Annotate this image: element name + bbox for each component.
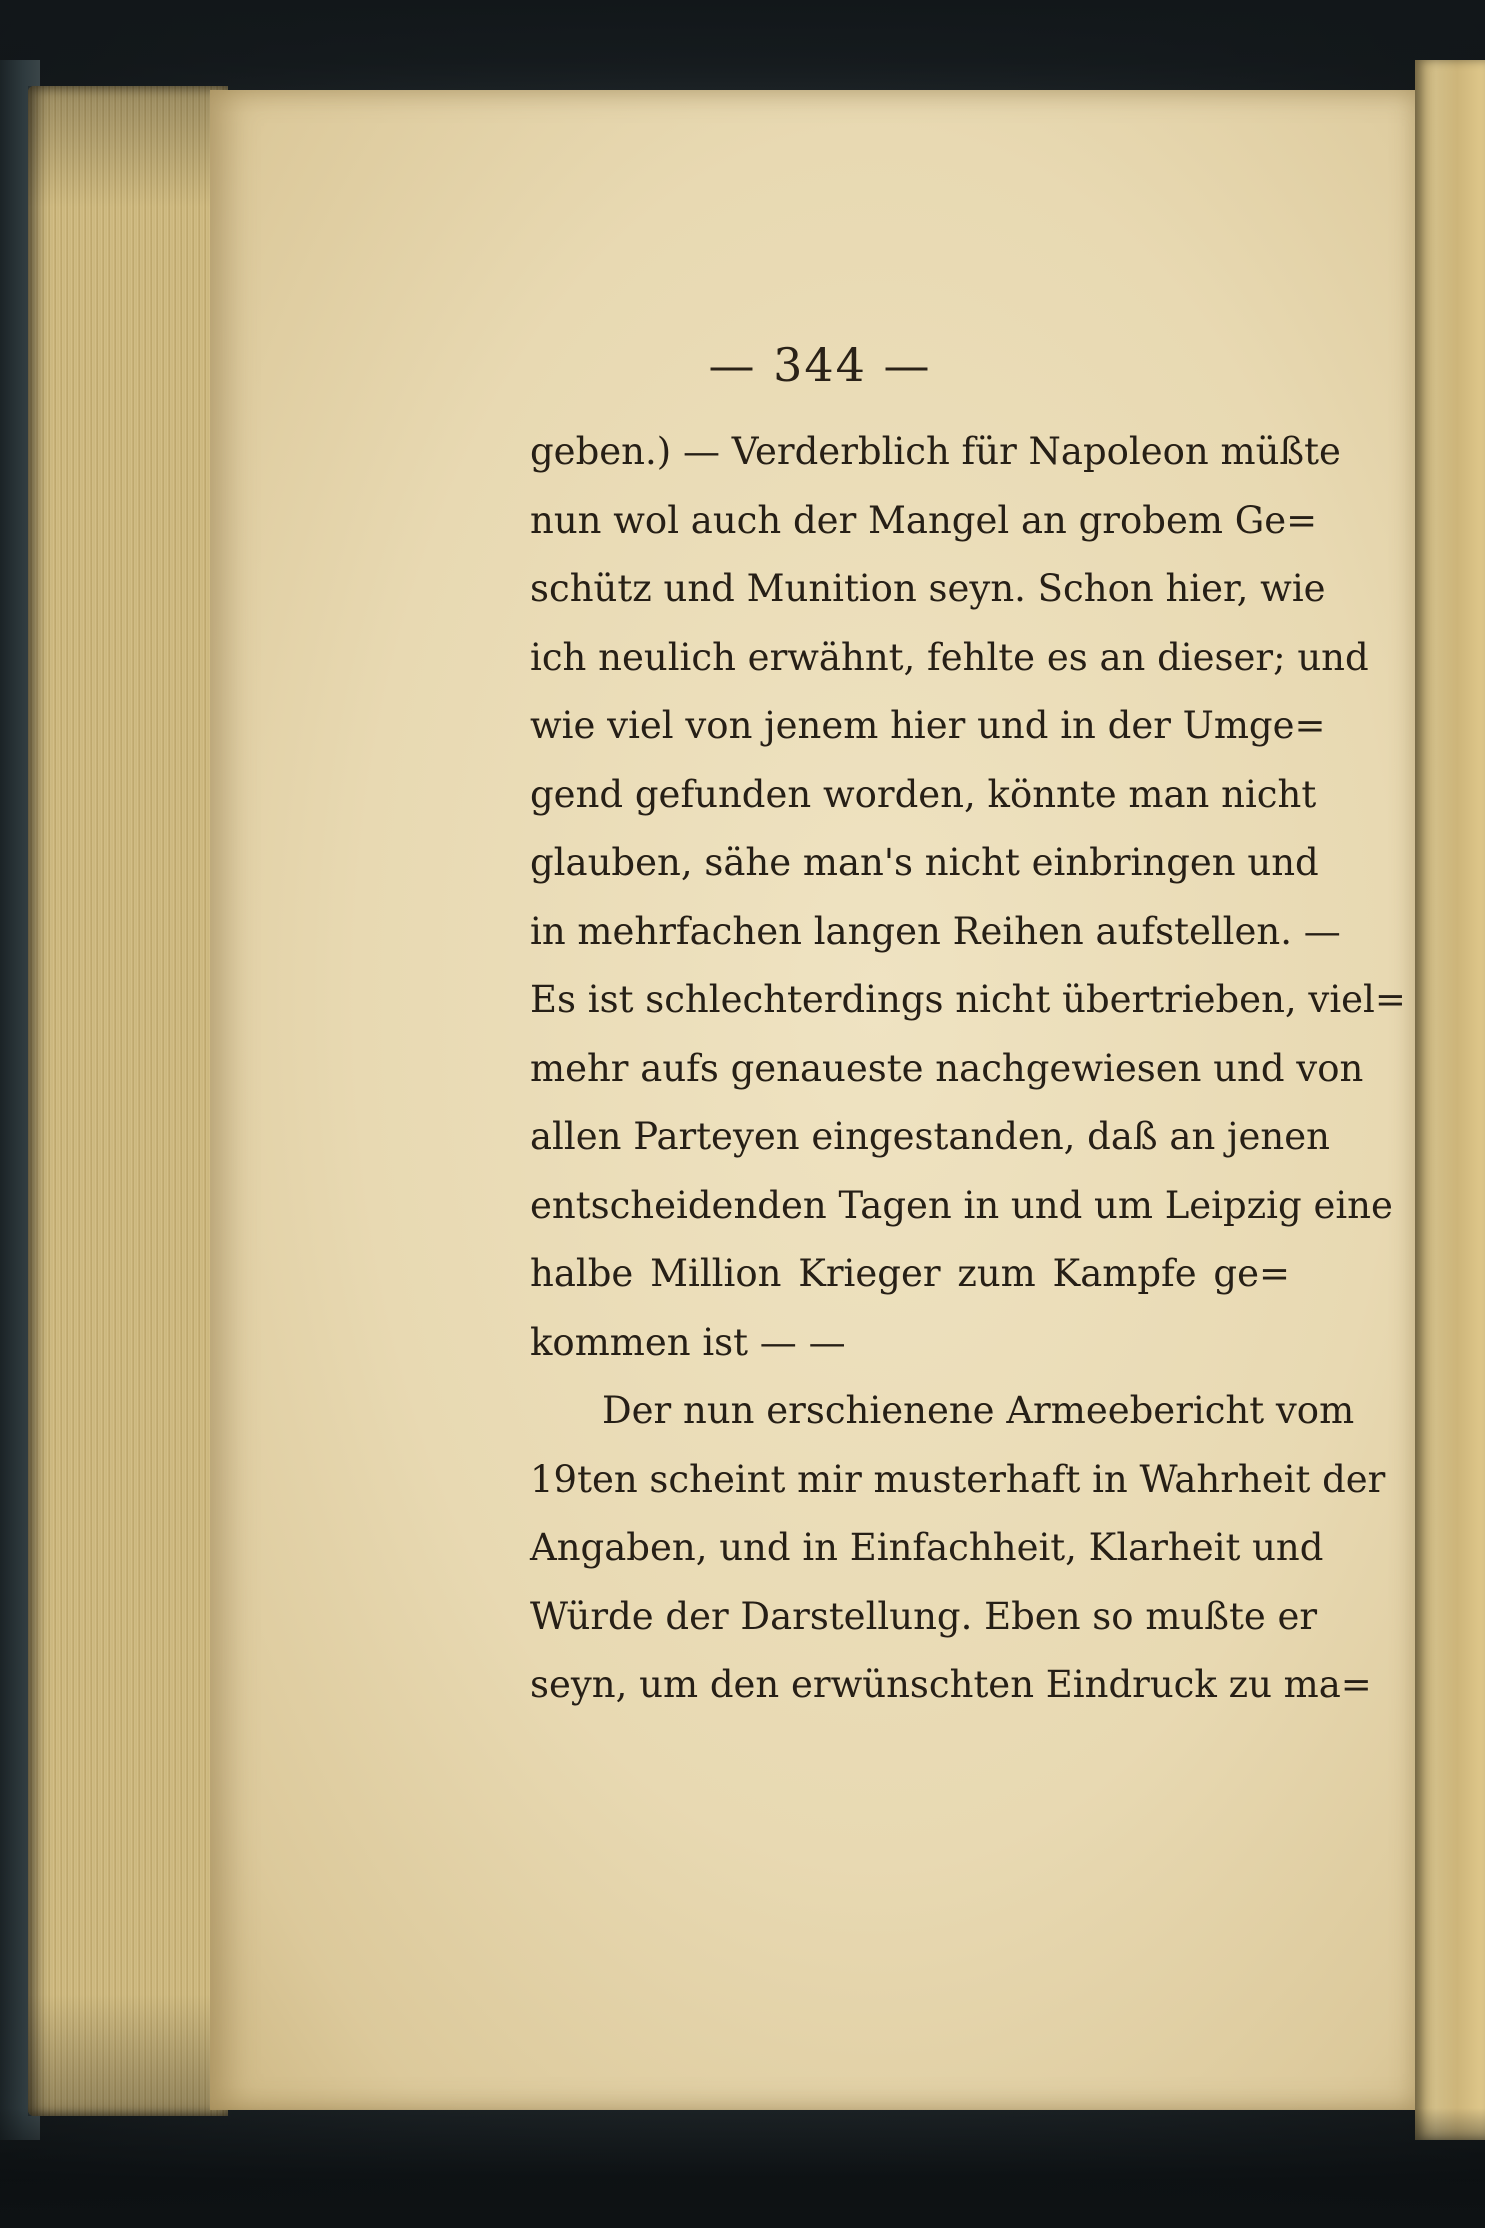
text-line: in mehrfachen langen Reihen aufstellen. —: [530, 909, 1341, 953]
text-line: Es ist schlechterdings nicht übertrieben, viel=: [530, 978, 1406, 1021]
page-block-edges: [28, 86, 228, 2116]
text-line: Würde der Darstellung. Eben so mußte er: [530, 1594, 1318, 1638]
text-line: halbe Million Krieger zum Kampfe ge=: [530, 1252, 1290, 1295]
page-text: [530, 418, 1406, 1720]
text-line: geben.) — Verderblich für Napoleon müßte: [530, 430, 1341, 473]
bottom-shadow: [0, 2108, 1485, 2228]
page-number: — 344 —: [708, 338, 932, 392]
text-line: mehr aufs genaueste nachgewiesen und von: [530, 1046, 1364, 1090]
text-line: Angaben, und in Einfachheit, Klarheit und: [530, 1526, 1324, 1569]
text-line: schütz und Munition seyn. Schon hier, wie: [530, 567, 1326, 610]
text-line: wie viel von jenem hier und in der Umge=: [530, 704, 1326, 747]
text-line: 19ten scheint mir musterhaft in Wahrheit der: [530, 1457, 1386, 1501]
top-shadow: [0, 0, 1485, 90]
text-line: glauben, sähe man's nicht einbringen und: [530, 841, 1319, 884]
text-line: Der nun erschienene Armeebericht vom: [602, 1389, 1355, 1432]
text-line: kommen ist — —: [530, 1320, 846, 1364]
text-line: ich neulich erwähnt, fehlte es an dieser; und: [530, 635, 1369, 679]
text-line: allen Parteyen eingestanden, daß an jenen: [530, 1115, 1330, 1158]
paragraph-2: [530, 1377, 1386, 1720]
paragraph-1: [530, 418, 1406, 1377]
text-line: entscheidenden Tagen in und um Leipzig eine: [530, 1183, 1393, 1227]
next-page-edge: [1415, 60, 1485, 2140]
text-line: seyn, um den erwünschten Eindruck zu ma=: [530, 1663, 1372, 1706]
text-line: nun wol auch der Mangel an grobem Ge=: [530, 498, 1318, 542]
text-line: gend gefunden worden, könnte man nicht: [530, 772, 1317, 816]
